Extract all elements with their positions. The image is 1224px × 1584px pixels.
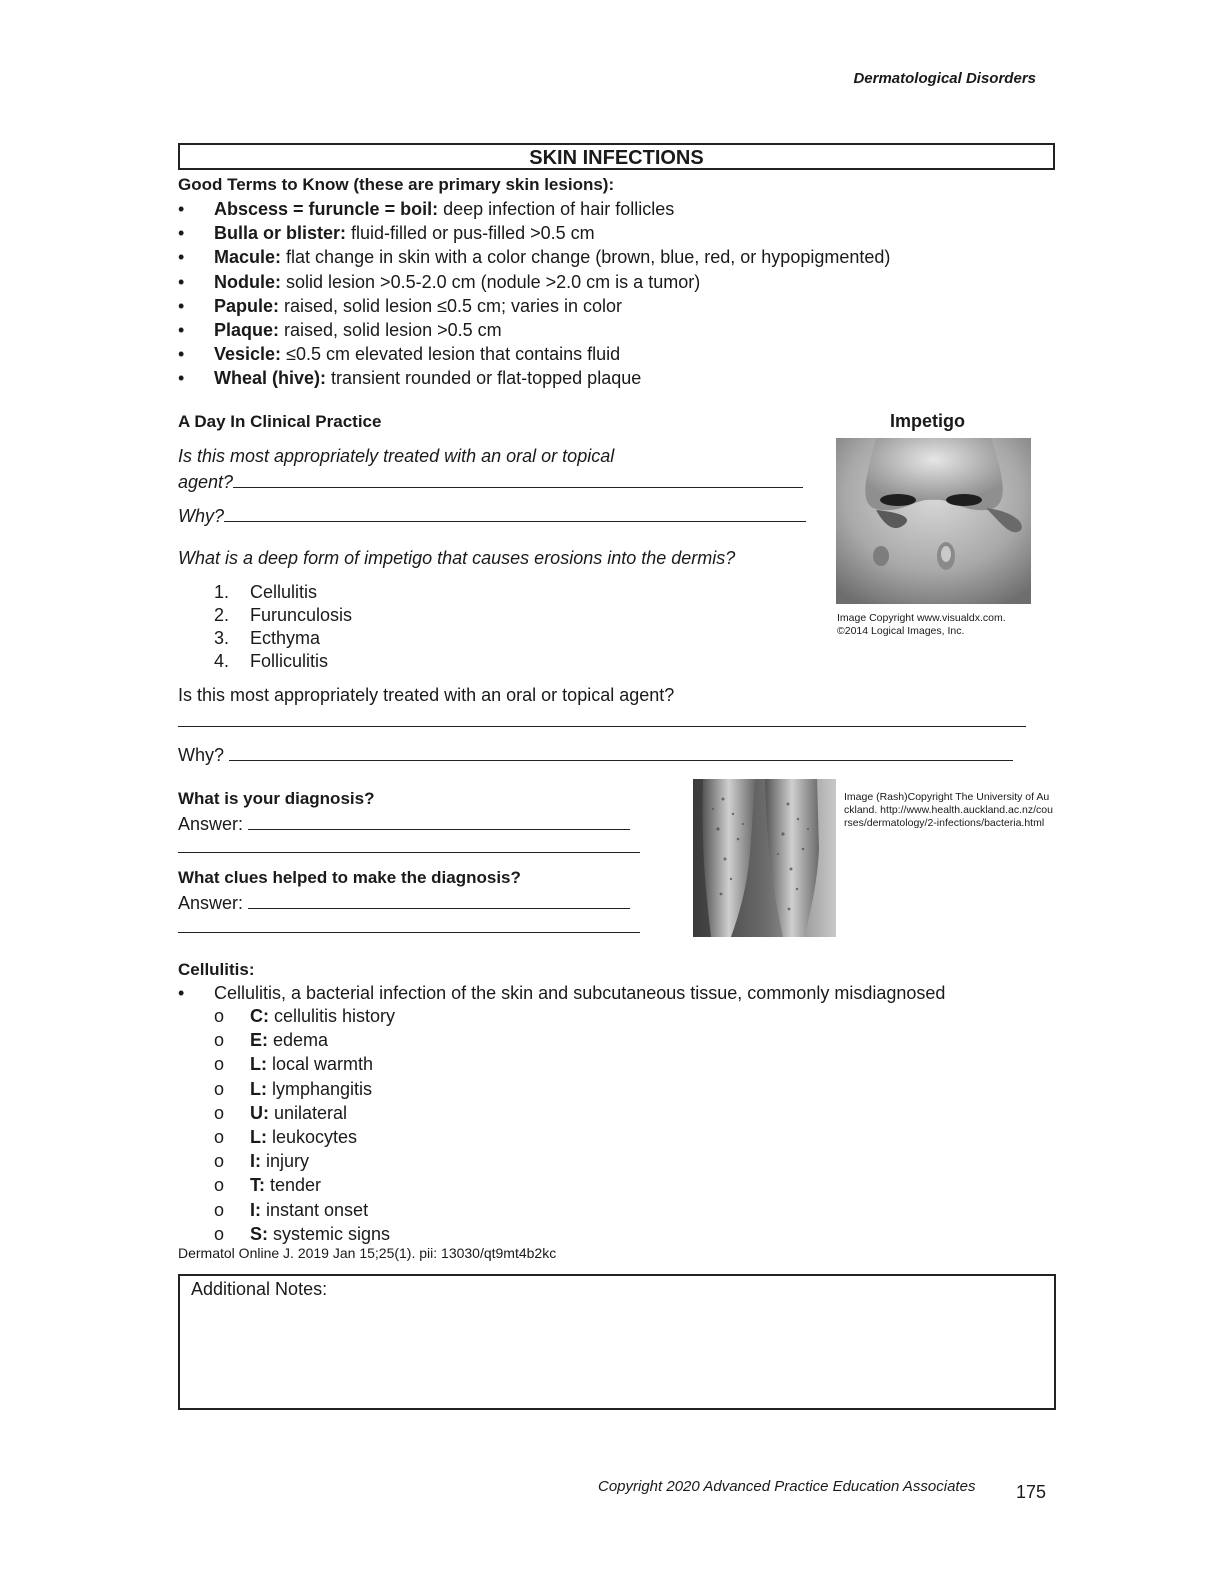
list-item: o T: tender bbox=[214, 1175, 322, 1196]
list-item: o U: unilateral bbox=[214, 1102, 348, 1123]
answer-options bbox=[214, 581, 352, 673]
list-item: • Vesicle: ≤0.5 cm elevated lesion that contains fluid bbox=[178, 344, 621, 365]
running-header: Dermatological Disorders bbox=[853, 70, 1036, 87]
impetigo-image bbox=[836, 438, 1031, 604]
list-item: • Nodule: solid lesion >0.5-2.0 cm (nodule >2.0 cm is a tumor) bbox=[178, 271, 701, 292]
list-item: 2. Furunculosis bbox=[214, 605, 353, 625]
answer-line[interactable] bbox=[248, 890, 630, 909]
question-why: Why? bbox=[178, 503, 806, 527]
rash-image bbox=[693, 779, 836, 937]
answer-line[interactable] bbox=[178, 914, 640, 938]
diagnosis-question: What is your diagnosis? bbox=[178, 789, 375, 808]
list-item: • Bulla or blister: fluid-filled or pus-filled >0.5 cm bbox=[178, 223, 595, 244]
list-item: • Papule: raised, solid lesion ≤0.5 cm; varies in color bbox=[178, 295, 623, 316]
answer-line[interactable] bbox=[178, 834, 640, 858]
question-oral-topical: Is this most appropriately treated with an oral or topical bbox=[178, 446, 615, 466]
answer-line[interactable] bbox=[233, 469, 803, 488]
additional-notes-box[interactable] bbox=[178, 1274, 1056, 1410]
page-title: SKIN INFECTIONS bbox=[178, 143, 1055, 170]
footer-copyright: Copyright 2020 Advanced Practice Education Associates bbox=[598, 1478, 976, 1495]
impetigo-title: Impetigo bbox=[890, 411, 965, 431]
list-item: o L: lymphangitis bbox=[214, 1078, 373, 1099]
list-item: 4. Folliculitis bbox=[214, 651, 329, 671]
question-deep-impetigo: What is a deep form of impetigo that causes erosions into the dermis? bbox=[178, 548, 736, 568]
diagnosis-answer: Answer: bbox=[178, 811, 630, 835]
clues-question: What clues helped to make the diagnosis? bbox=[178, 868, 521, 887]
list-item: 1. Cellulitis bbox=[214, 582, 318, 602]
impetigo-caption: Image Copyright www.visualdx.com. ©2014 Logical Images, Inc. bbox=[837, 612, 1006, 637]
page-number: 175 bbox=[1016, 1482, 1047, 1502]
citation: Dermatol Online J. 2019 Jan 15;25(1). pii: 13030/qt9mt4b2kc bbox=[178, 1245, 557, 1261]
question-oral-topical-cont: agent? bbox=[178, 469, 803, 493]
cellulitis-mnemonic bbox=[214, 1004, 395, 1246]
list-item: o S: systemic signs bbox=[214, 1223, 391, 1244]
answer-line[interactable] bbox=[248, 811, 630, 830]
list-item: o C: cellulitis history bbox=[214, 1006, 396, 1026]
question-oral-topical-2: Is this most appropriately treated with an oral or topical agent? bbox=[178, 685, 675, 705]
answer-line[interactable] bbox=[229, 742, 1013, 761]
list-item: • Abscess = furuncle = boil: deep infection of hair follicles bbox=[178, 199, 675, 219]
list-item: • Wheal (hive): transient rounded or flat-topped plaque bbox=[178, 368, 642, 389]
terms-heading: Good Terms to Know (these are primary skin lesions): bbox=[178, 175, 615, 194]
rash-caption: Image (Rash)Copyright The University of Auckland. http://www.health.auckland.ac.nz/courses/dermatology/2-infections/bacteria.html bbox=[844, 791, 1053, 829]
notes-label: Additional Notes: bbox=[191, 1279, 328, 1299]
list-item: o I: injury bbox=[214, 1151, 310, 1172]
list-item: 3. Ecthyma bbox=[214, 628, 321, 648]
list-item: o E: edema bbox=[214, 1030, 329, 1051]
clues-answer: Answer: bbox=[178, 890, 630, 914]
answer-line[interactable] bbox=[178, 708, 1026, 732]
list-item: • Macule: flat change in skin with a color change (brown, blue, red, or hypopigmented) bbox=[178, 247, 891, 268]
terms-list bbox=[178, 197, 890, 391]
list-item: o L: local warmth bbox=[214, 1054, 374, 1075]
practice-heading: A Day In Clinical Practice bbox=[178, 412, 382, 431]
list-item: o I: instant onset bbox=[214, 1199, 369, 1220]
cellulitis-heading: Cellulitis: bbox=[178, 960, 255, 979]
question-why-2: Why? bbox=[178, 742, 1013, 766]
answer-line[interactable] bbox=[224, 503, 806, 522]
list-item: • Plaque: raised, solid lesion >0.5 cm bbox=[178, 319, 502, 340]
list-item: o L: leukocytes bbox=[214, 1126, 358, 1147]
cellulitis-bullet: • Cellulitis, a bacterial infection of the skin and subcutaneous tissue, commonly misdiagnosed bbox=[178, 983, 946, 1003]
